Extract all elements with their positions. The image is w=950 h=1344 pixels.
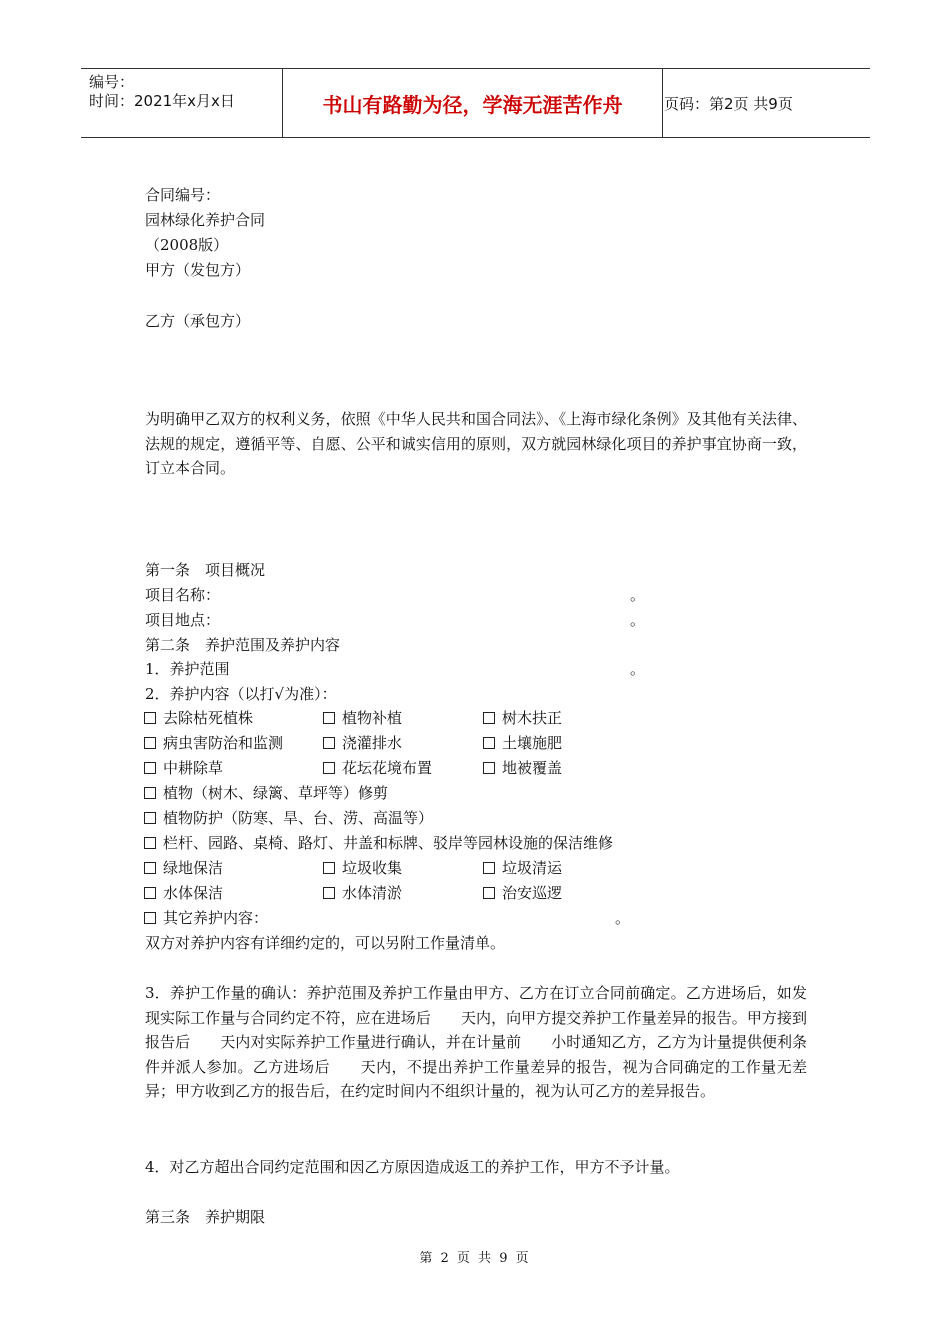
item-4-paragraph: 4．对乙方超出合同约定范围和因乙方原因造成返工的养护工作，甲方不予计量。: [145, 1158, 680, 1176]
article-1-heading: 第一条 项目概况: [145, 561, 266, 579]
checkbox-icon[interactable]: [144, 762, 156, 774]
checkbox-item[interactable]: 水体保洁: [144, 881, 223, 906]
page-footer: 第 2 页 共 9 页: [419, 1251, 531, 1266]
header-meta: [81, 69, 281, 137]
document-time-label: 时间：2021年x月x日: [89, 92, 235, 110]
checkbox-item[interactable]: 中耕除草: [144, 756, 223, 781]
checkbox-item[interactable]: 治安巡逻: [483, 881, 562, 906]
period-mark: 。: [630, 611, 646, 629]
checkbox-item[interactable]: 浇灌排水: [323, 731, 402, 756]
article-2-heading: 第二条 养护范围及养护内容: [145, 636, 341, 654]
page-header: [81, 68, 870, 138]
checkbox-item[interactable]: 其它养护内容：: [144, 906, 268, 931]
checkbox-item[interactable]: 去除枯死植株: [144, 706, 253, 731]
checkbox-icon[interactable]: [144, 912, 156, 924]
checkbox-item[interactable]: 地被覆盖: [483, 756, 562, 781]
document-number-label: 编号：: [89, 73, 135, 91]
period-mark: 。: [615, 909, 631, 927]
checkbox-icon[interactable]: [483, 712, 495, 724]
checkbox-icon[interactable]: [323, 737, 335, 749]
header-motto: 书山有路勤为径，学海无涯苦作舟: [282, 69, 663, 137]
checkbox-item[interactable]: 植物补植: [323, 706, 402, 731]
contract-number: 合同编号：: [145, 186, 221, 204]
checkbox-icon[interactable]: [323, 887, 335, 899]
header-page-number: 页码：第2页 共9页: [664, 94, 793, 113]
checkbox-icon[interactable]: [144, 737, 156, 749]
party-b: 乙方（承包方）: [145, 312, 251, 330]
checkbox-icon[interactable]: [144, 837, 156, 849]
detail-note: 双方对养护内容有详细约定的，可以另附工作量清单。: [145, 934, 506, 952]
document-title: 园林绿化养护合同: [145, 211, 266, 229]
maintenance-content: 2．养护内容（以打√为准）：: [145, 685, 337, 703]
checkbox-item[interactable]: 绿地保洁: [144, 856, 223, 881]
period-mark: 。: [630, 660, 646, 678]
project-location-field: 项目地点：: [145, 611, 221, 629]
checkbox-item[interactable]: 病虫害防治和监测: [144, 731, 283, 756]
checkbox-icon[interactable]: [144, 812, 156, 824]
party-a: 甲方（发包方）: [145, 261, 251, 279]
project-name-field: 项目名称：: [145, 586, 221, 604]
checkbox-icon[interactable]: [483, 887, 495, 899]
checkbox-item[interactable]: 土壤施肥: [483, 731, 562, 756]
checkbox-icon[interactable]: [483, 762, 495, 774]
checkbox-icon[interactable]: [323, 762, 335, 774]
checkbox-icon[interactable]: [323, 862, 335, 874]
document-version: （2008版）: [145, 236, 229, 254]
checkbox-item[interactable]: 花坛花境布置: [323, 756, 432, 781]
article-3-heading: 第三条 养护期限: [145, 1208, 266, 1226]
item-3-paragraph: 3．养护工作量的确认：养护范围及养护工作量由甲方、乙方在订立合同前确定。乙方进场后，如发现实际工作量与合同约定不符，应在进场后 天内，向甲方提交养护工作量差异的报告。甲方接到报告后 天内对实际养护工作量进行确认，并在计量前 小时通知乙方，乙方为计量提供便利条件并派人参加。乙方进场后 天内，不提出养护工作量差异的报告，视为合同确定的工作量无差异；甲方收到乙方的报告后，在约定时间内不组织计量的，视为认可乙方的差异报告。: [145, 984, 807, 1100]
checkbox-icon[interactable]: [144, 862, 156, 874]
checkbox-item[interactable]: 垃圾收集: [323, 856, 402, 881]
checkbox-item[interactable]: 植物（树木、绿篱、草坪等）修剪: [144, 781, 388, 806]
checkbox-icon[interactable]: [483, 737, 495, 749]
checkbox-icon[interactable]: [144, 887, 156, 899]
checkbox-item[interactable]: 树木扶正: [483, 706, 562, 731]
checkbox-item[interactable]: 垃圾清运: [483, 856, 562, 881]
maintenance-scope: 1．养护范围: [145, 660, 230, 678]
checkbox-item[interactable]: 水体清淤: [323, 881, 402, 906]
checkbox-icon[interactable]: [323, 712, 335, 724]
checkbox-icon[interactable]: [483, 862, 495, 874]
intro-paragraph: 为明确甲乙双方的权利义务，依照《中华人民共和国合同法》、《上海市绿化条例》及其他有关法律、法规的规定，遵循平等、自愿、公平和诚实信用的原则，双方就园林绿化项目的养护事宜协商一致，订立本合同。: [145, 410, 807, 477]
checkbox-item[interactable]: 栏杆、园路、桌椅、路灯、井盖和标牌、驳岸等园林设施的保洁维修: [144, 831, 613, 856]
checkbox-icon[interactable]: [144, 712, 156, 724]
period-mark: 。: [630, 586, 646, 604]
checkbox-icon[interactable]: [144, 787, 156, 799]
checkbox-item[interactable]: 植物防护（防寒、旱、台、涝、高温等）: [144, 806, 433, 831]
